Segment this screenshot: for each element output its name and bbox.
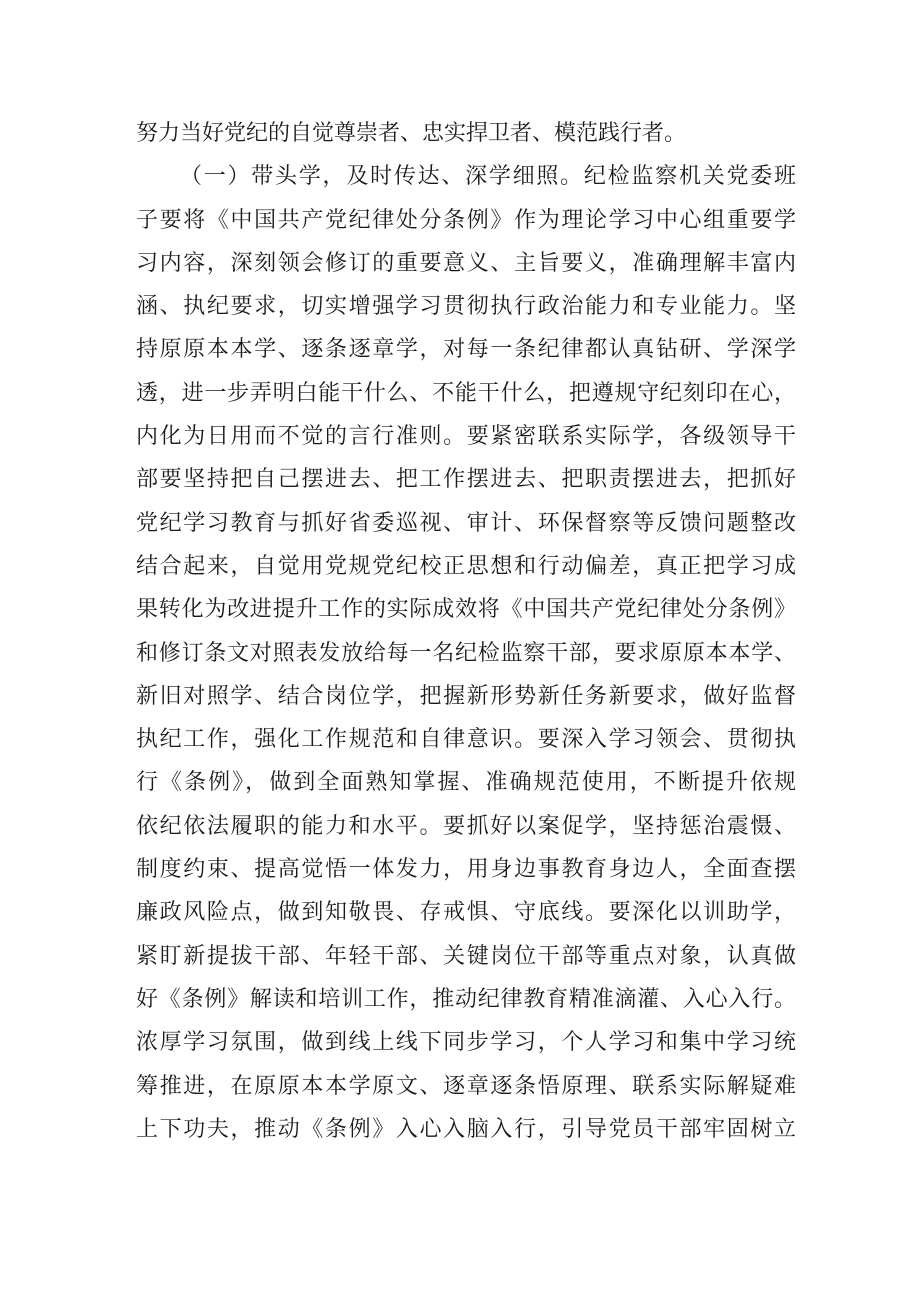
paragraph-line: 努力当好党纪的自觉尊崇者、忠实捍卫者、模范践行者。: [136, 121, 687, 146]
paragraph-line: 行《条例》，做到全面熟知掌握、准确规范使用，不断提升依规: [136, 770, 796, 796]
paragraph-line: 筹推进，在原原本本学原文、逐章逐条悟原理、联系实际解疑难: [136, 1073, 796, 1099]
paragraph-line: 持原原本本学、逐条逐章学，对每一条纪律都认真钻研、学深学: [136, 337, 796, 363]
paragraph-line: 习内容，深刻领会修订的重要意义、主旨要义，准确理解丰富内: [136, 250, 796, 276]
paragraph-line: 制度约束、提高觉悟一体发力，用身边事教育身边人，全面查摆: [136, 857, 796, 883]
paragraph-line: 浓厚学习氛围，做到线上线下同步学习，个人学习和集中学习统: [136, 1030, 796, 1056]
paragraph-line: （一）带头学，及时传达、深学细照。纪检监察机关党委班: [180, 164, 796, 190]
paragraph-line: 内化为日用而不觉的言行准则。要紧密联系实际学，各级领导干: [136, 424, 796, 450]
paragraph-line: 部要坚持把自己摆进去、把工作摆进去、把职责摆进去，把抓好: [136, 467, 796, 493]
paragraph-line: 党纪学习教育与抓好省委巡视、审计、环保督察等反馈问题整改: [136, 510, 796, 536]
paragraph-line: 上下功夫，推动《条例》入心入脑入行，引导党员干部牢固树立: [136, 1116, 796, 1142]
paragraph-line: 透，进一步弄明白能干什么、不能干什么，把遵规守纪刻印在心，: [136, 380, 796, 406]
paragraph-line: 子要将《中国共产党纪律处分条例》作为理论学习中心组重要学: [136, 207, 796, 233]
paragraph-line: 廉政风险点，做到知敬畏、存戒惧、守底线。要深化以训助学，: [136, 900, 796, 926]
paragraph-line: 好《条例》解读和培训工作，推动纪律教育精准滴灌、入心入行。: [136, 986, 796, 1012]
paragraph-line: 执纪工作，强化工作规范和自律意识。要深入学习领会、贯彻执: [136, 727, 796, 753]
paragraph-line: 依纪依法履职的能力和水平。要抓好以案促学，坚持惩治震慑、: [136, 813, 796, 839]
body-text: [136, 112, 796, 1151]
paragraph-line: 涵、执纪要求，切实增强学习贯彻执行政治能力和专业能力。坚: [136, 294, 796, 320]
paragraph-line: 果转化为改进提升工作的实际成效将《中国共产党纪律处分条例》: [136, 597, 796, 623]
paragraph-line: 新旧对照学、结合岗位学，把握新形势新任务新要求，做好监督: [136, 683, 796, 709]
paragraph-line: 和修订条文对照表发放给每一名纪检监察干部，要求原原本本学、: [136, 640, 796, 666]
paragraph-line: 紧盯新提拔干部、年轻干部、关键岗位干部等重点对象，认真做: [136, 943, 796, 969]
paragraph-line: 结合起来，自觉用党规党纪校正思想和行动偏差，真正把学习成: [136, 553, 796, 579]
